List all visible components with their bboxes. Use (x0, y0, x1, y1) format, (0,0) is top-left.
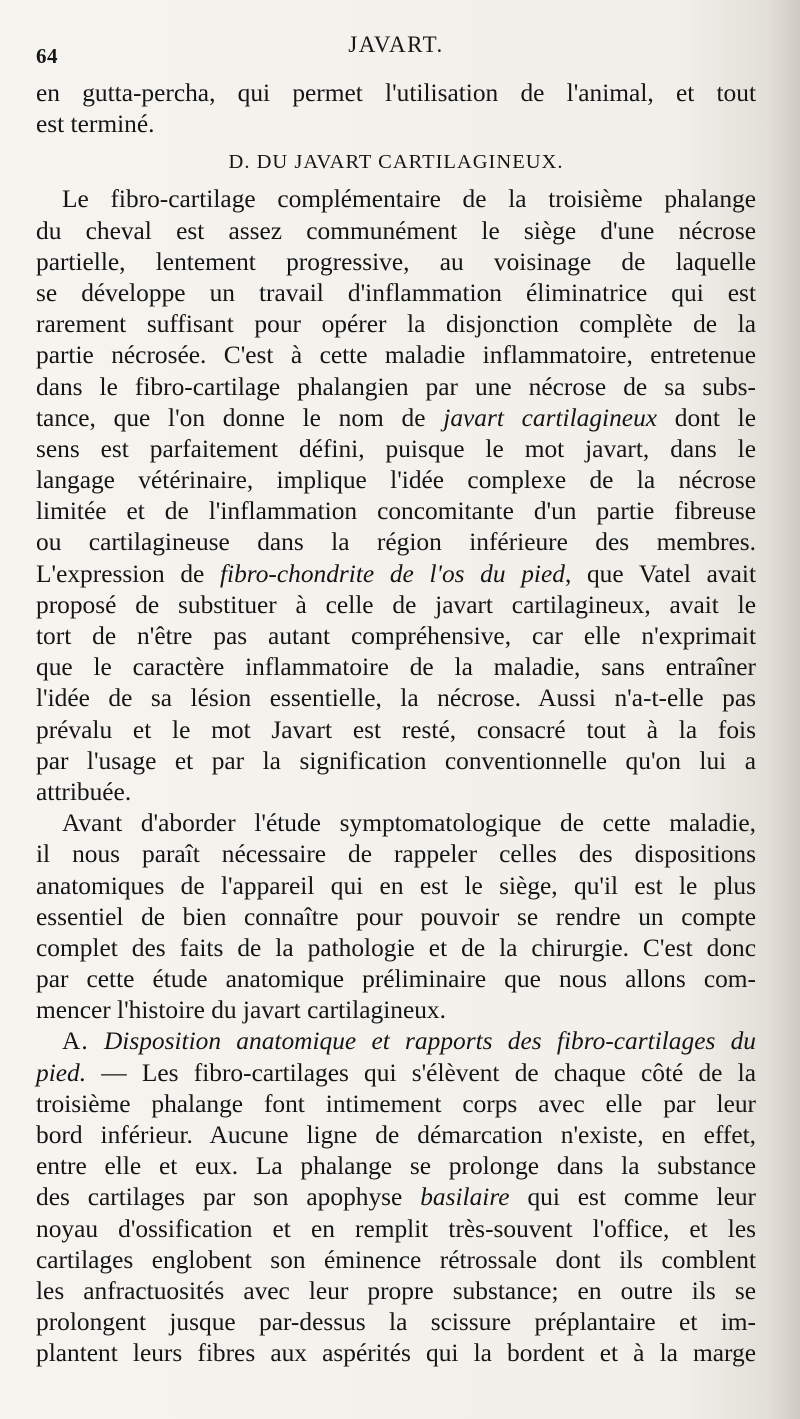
text-line: bord inférieur. Aucune ligne de démarcation n'existe, en effet, (36, 1121, 756, 1149)
paragraph-3 (36, 1026, 756, 1369)
page-header (36, 30, 756, 70)
text-line: des cartilages par son apophyse basilaire qui est comme leur (36, 1183, 756, 1212)
text-line: entre elle et eux. La phalange se prolonge dans la substance (36, 1152, 756, 1181)
text-line: limitée et de l'inflammation concomitante d'un partie fibreuse (36, 497, 756, 526)
text-line: Avant d'aborder l'étude symptomatologique de cette maladie, (62, 809, 756, 838)
text-line: par cette étude anatomique préliminaire que nous allons com- (36, 965, 756, 994)
paragraph-1 (36, 184, 756, 808)
page-number: 64 (36, 44, 58, 68)
section-heading: D. DU JAVART CARTILAGINEUX. (228, 151, 564, 174)
text-line: partie nécrosée. C'est à cette maladie inflammatoire, entretenue (36, 341, 756, 370)
text-line: complet des faits de la pathologie et de la chirurgie. C'est donc (36, 933, 756, 962)
text-line: du cheval est assez communément le siège d'une nécrose (36, 216, 756, 245)
text-line: tance, que l'on donne le nom de javart cartilagineux dont le (36, 403, 756, 432)
text-line: anatomiques de l'appareil qui en est le siège, qu'il est le plus (36, 871, 756, 900)
text-line: que le caractère inflammatoire de la maladie, sans entraîner (36, 653, 756, 682)
text-line: langage vétérinaire, implique l'idée complexe de la nécrose (36, 466, 756, 495)
running-head: JAVART. (348, 32, 444, 57)
text-line: ou cartilagineuse dans la région inférieure des membres. (36, 528, 756, 557)
text-line: tort de n'être pas autant compréhensive, car elle n'exprimait (36, 622, 756, 650)
text-line: pied. — Les fibro-cartilages qui s'élèvent de chaque côté de la (36, 1058, 756, 1087)
text-line: plantent leurs fibres aux aspérités qui la bordent et à la marge (36, 1339, 756, 1368)
page-body (36, 78, 756, 1370)
text-line: en gutta-percha, qui permet l'utilisation de l'animal, et tout (36, 79, 756, 107)
text-line: l'idée de sa lésion essentielle, la nécrose. Aussi n'a-t-elle pas (36, 684, 756, 713)
text-line: prolongent jusque par-dessus la scissure préplantaire et im- (36, 1308, 756, 1337)
text-line: attribuée. (36, 777, 132, 806)
text-line: essentiel de bien connaître pour pouvoir se rendre un compte (36, 902, 756, 931)
text-line: mencer l'histoire du javart cartilagineux. (36, 996, 446, 1025)
text-line: sens est parfaitement défini, puisque le mot javart, dans le (36, 434, 756, 463)
text-line: par l'usage et par la signification conventionnelle qu'on lui a (36, 746, 756, 775)
text-line: les anfractuosités avec leur propre substance; en outre ils se (36, 1276, 756, 1305)
text-line: se développe un travail d'inflammation éliminatrice qui est (36, 278, 756, 307)
text-line: est terminé. (36, 110, 155, 139)
text-line: cartilages englobent son éminence rétrossale dont ils comblent (36, 1245, 756, 1274)
text-line: A. Disposition anatomique et rapports des fibro-cartilages du (62, 1027, 756, 1056)
text-line: partielle, lentement progressive, au voisinage de laquelle (36, 247, 756, 276)
text-line: noyau d'ossification et en remplit très-souvent l'office, et les (36, 1214, 756, 1243)
text-line: Le fibro-cartilage complémentaire de la troisième phalange (62, 185, 756, 214)
paragraph-2 (36, 808, 756, 1026)
text-line: troisième phalange font intimement corps avec elle par leur (36, 1089, 756, 1118)
text-line: rarement suffisant pour opérer la disjonction complète de la (36, 310, 756, 339)
text-line: proposé de substituer à celle de javart cartilagineux, avait le (36, 590, 756, 619)
text-line: il nous paraît nécessaire de rappeler celles des dispositions (36, 840, 756, 869)
text-line: L'expression de fibro-chondrite de l'os du pied, que Vatel avait (36, 559, 756, 588)
text-line: dans le fibro-cartilage phalangien par une nécrose de sa subs- (36, 372, 756, 401)
paragraph-intro (36, 78, 756, 140)
text-line: prévalu et le mot Javart est resté, consacré tout à la fois (36, 715, 756, 744)
